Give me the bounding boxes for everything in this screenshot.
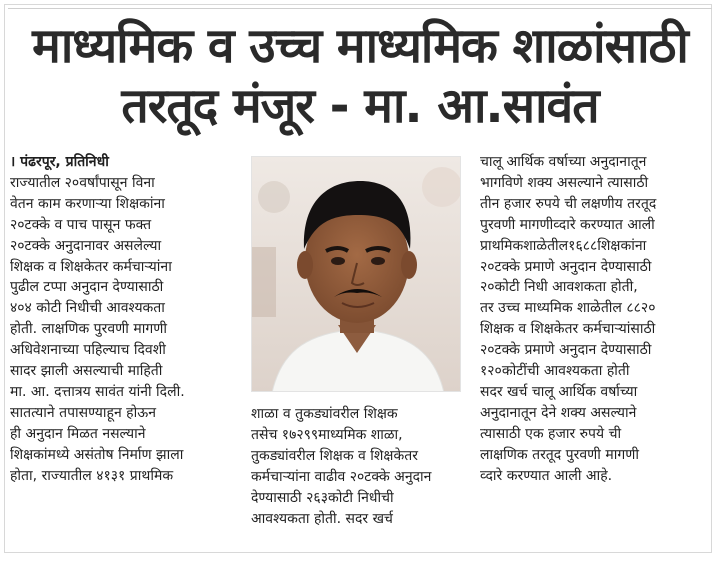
article-column-3: चालू आर्थिक वर्षाच्या अनुदानातून भागविणे शक्य असल्याने त्यासाठी तीन हजार रुपये ची लक्षणीय तरतूद पुरवणी मागणीव्दारे करण्यात आली प्राथमिकशाळेतील१६८८शिक्षकांना २०टक्के प्रमाणे अनुदान देण्यासाठी २०कोटी निधी आवशकता होती, तर उच्च माध्यमिक शाळेतील ८८२० शिक्षक व शिक्षकेतर कर्मचाऱ्यांसाठी २०टक्के प्रमाणे अनुदान देण्यासाठी १२०कोटींची आवश्यकता होती सदर खर्च चालू आर्थिक वर्षाच्या अनुदानातून देने शक्य असल्याने त्यासाठी एक हजार रुपये ची लाक्षणिक तरतूद पुरवणी मागणी व्दारे करण्यात आली आहे. bbox=[480, 154, 657, 484]
headline-line-2: तरतूद मंजूर - मा. आ.सावंत bbox=[121, 78, 599, 134]
article-column-1-text: राज्यातील २०वर्षांपासून विना वेतन काम करणाऱ्या शिक्षकांना २०टक्के व पाच पासून फक्त २०टक्के अनुदानावर असलेल्या शिक्षक व शिक्षकेतर कर्मचाऱ्यांना पुढील टप्पा अनुदान देण्यासाठी ४०४ कोटी निधीची आवश्यकता होती. लाक्षणिक पुरवणी मागणी अधिवेशनाच्या पहिल्याच दिवशी सादर झाली असल्याची माहिती मा. आ. दत्तात्रय सावंत यांनी दिली. सातत्याने तपासण्याहून होऊन ही अनुदान मिळत नसल्याने शिक्षकांमध्ये असंतोष निर्माण झाला होता, राज्यातील ४१३१ प्राथमिक bbox=[10, 174, 185, 484]
portrait-image bbox=[252, 157, 461, 392]
portrait-photo bbox=[251, 156, 461, 392]
byline: । पंढरपूर, प्रतिनिधी bbox=[10, 154, 109, 170]
headline-line-1: माध्यमिक व उच्च माध्यमिक शाळांसाठी bbox=[32, 18, 688, 74]
article-column-2: शाळा व तुकड्यांवरील शिक्षक तसेच १७२९९माध्यमिक शाळा, तुकड्यांवरील शिक्षक व शिक्षकेतर कर्मचाऱ्यांना वाढीव २०टक्के अनुदान देण्यासाठी २६३कोटी निधीची आवश्यकता होती. सदर खर्च bbox=[251, 406, 432, 527]
article-column-1 bbox=[10, 152, 242, 487]
top-rule bbox=[8, 8, 712, 9]
